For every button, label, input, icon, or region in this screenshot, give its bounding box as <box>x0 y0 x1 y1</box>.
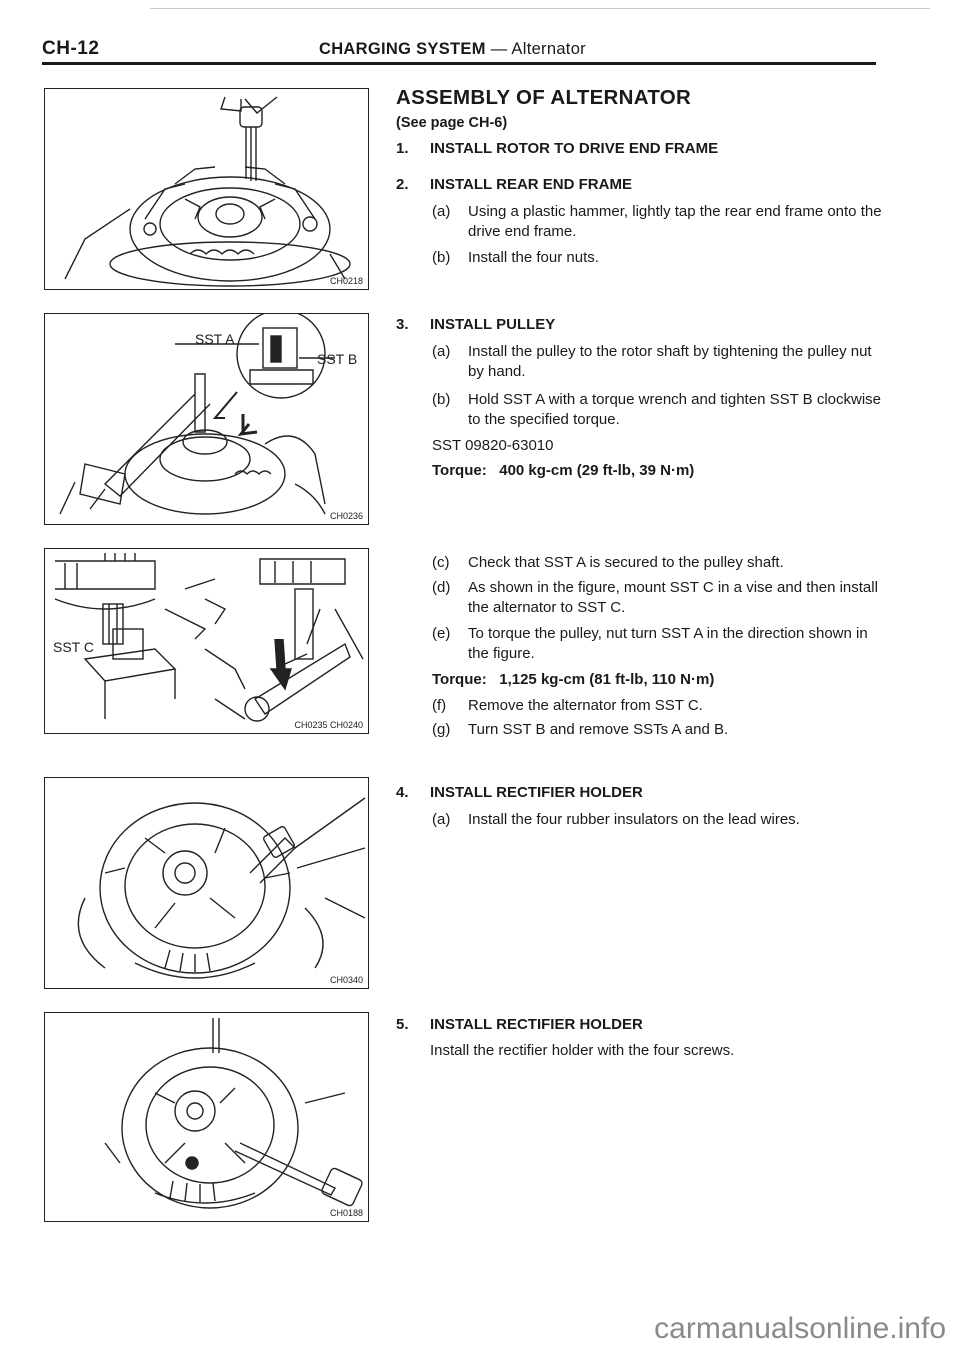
item-tag: (c) <box>432 554 450 571</box>
step-number: 3. <box>396 316 409 333</box>
section-reference: (See page CH-6) <box>396 115 508 131</box>
item-tag: (e) <box>432 625 451 642</box>
item-text: Remove the alternator from SST C. <box>468 697 703 714</box>
step-title: INSTALL RECTIFIER HOLDER <box>430 1016 643 1033</box>
figure-install-rotor <box>44 88 369 290</box>
item-tag: (f) <box>432 697 447 714</box>
item-text: Install the four rubber insulators on the lead wires. <box>468 811 800 828</box>
label-sst-a: SST A <box>195 331 235 347</box>
label-sst-c: SST C <box>53 639 94 655</box>
torque-value: 1,125 kg-cm (81 ft-lb, 110 N·m) <box>499 671 715 688</box>
scan-edge-line <box>150 8 930 9</box>
item-tag: (d) <box>432 579 451 596</box>
figure-rectifier-insulators <box>44 777 369 989</box>
item-text: As shown in the figure, mount SST C in a vise and then install the alternator to SST C. <box>468 579 878 616</box>
section-title: ASSEMBLY OF ALTERNATOR <box>396 86 692 109</box>
step-title: INSTALL REAR END FRAME <box>430 176 632 193</box>
item-text: Install the pulley to the rotor shaft by tightening the pulley nut by hand. <box>468 343 872 380</box>
step-5 <box>396 1016 643 1033</box>
step-3 <box>396 316 555 333</box>
page-header <box>42 38 876 64</box>
insulator-illustration <box>45 778 369 989</box>
item-text: Using a plastic hammer, lightly tap the rear end frame onto the drive end frame. <box>468 203 882 240</box>
figure-code: CH0236 <box>329 511 363 521</box>
screwdriver-illustration <box>45 1013 369 1222</box>
header-subtitle: — Alternator <box>490 40 586 58</box>
page-number: CH-12 <box>42 38 100 59</box>
item-tag: (g) <box>432 721 451 738</box>
label-sst-b: SST B <box>317 351 358 367</box>
step-title: INSTALL RECTIFIER HOLDER <box>430 784 643 801</box>
item-text: To torque the pulley, nut turn SST A in the direction shown in the figure. <box>468 625 868 662</box>
torque-label: Torque: <box>432 462 487 479</box>
step-title: INSTALL ROTOR TO DRIVE END FRAME <box>430 140 719 157</box>
item-tag: (a) <box>432 203 451 220</box>
step-5-text: Install the rectifier holder with the four screws. <box>430 1042 735 1059</box>
item-text: Turn SST B and remove SSTs A and B. <box>468 721 729 738</box>
figure-torque-pulley <box>44 548 369 734</box>
torque-value: 400 kg-cm (29 ft-lb, 39 N·m) <box>499 462 695 479</box>
item-text: Install the four nuts. <box>468 249 599 266</box>
sst-number: SST 09820-63010 <box>432 437 554 454</box>
figure-code: CH0340 <box>329 975 363 985</box>
item-text: Hold SST A with a torque wrench and tighten SST B clockwise to the specified torque. <box>468 391 881 428</box>
torque-label: Torque: <box>432 671 487 688</box>
step-1 <box>396 140 718 157</box>
figure-code: CH0218 <box>329 276 363 286</box>
rotor-illustration <box>45 89 369 290</box>
figure-rectifier-screws <box>44 1012 369 1222</box>
step-number: 4. <box>396 784 409 801</box>
header-rule <box>42 62 876 65</box>
step-number: 5. <box>396 1016 409 1033</box>
step-number: 1. <box>396 140 409 157</box>
torque-spec-2 <box>432 671 714 688</box>
step-number: 2. <box>396 176 409 193</box>
page-title <box>319 40 586 59</box>
step-2-item-a <box>432 202 882 242</box>
figure-code: CH0188 <box>329 1208 363 1218</box>
header-title: CHARGING SYSTEM <box>319 40 486 58</box>
step-title: INSTALL PULLEY <box>430 316 556 333</box>
item-tag: (a) <box>432 811 451 828</box>
figure-code: CH0235 CH0240 <box>294 720 363 730</box>
watermark: carmanualsonline.info <box>654 1312 946 1345</box>
step-4 <box>396 784 643 801</box>
item-tag: (b) <box>432 249 451 266</box>
item-text: Check that SST A is secured to the pulley shaft. <box>468 554 784 571</box>
step-2 <box>396 176 632 193</box>
item-tag: (a) <box>432 343 451 360</box>
item-tag: (b) <box>432 391 451 408</box>
figure-install-pulley <box>44 313 369 525</box>
torque-spec-1 <box>432 462 694 479</box>
